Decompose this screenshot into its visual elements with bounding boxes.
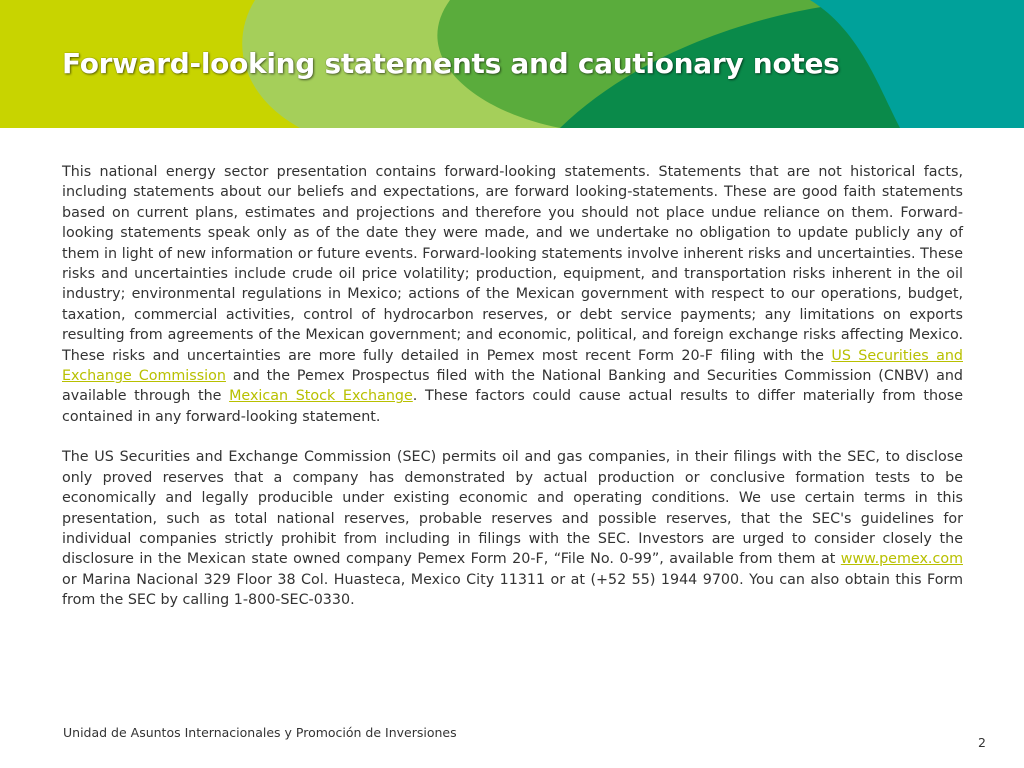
pemex-website-link[interactable]: www.pemex.com	[840, 551, 963, 568]
disclaimer-text	[62, 162, 963, 631]
paragraph-sec-reserves	[62, 447, 963, 610]
paragraph-text: The US Securities and Exchange Commission (SEC) permits oil and gas companies, in their filings with the SEC, to disclose only proved reserves that a company has demonstrated by actual production or conclusive formation tests to be economically and legally producible under existing economic and operating conditions. We use certain terms in this presentation, such as total national reserves, probable reserves and possible reserves, that the SEC's guidelines for individual companies strictly prohibit from including in filings with the SEC. Investors are urged to consider closely the disclosure in the Mexican state owned company Pemex Form 20-F, “File No. 0-99”, available from them at	[62, 449, 963, 568]
paragraph-text: This national energy sector presentation contains forward-looking statements. Statements that are not historical facts, including statements about our beliefs and expectations, are forward looking-statements. These are good faith statements based on current plans, estimates and projections and therefore you should not place undue reliance on them. Forward-looking statements speak only as of the date they were made, and we undertake no obligation to update publicly any of them in light of new information or future events. Forward-looking statements involve inherent risks and uncertainties. These risks and uncertainties include crude oil price volatility; production, equipment, and transportation risks inherent in the oil industry; environmental regulations in Mexico; actions of the Mexican government with respect to our operations, budget, taxation, commercial activities, control of hydrocarbon reserves, or debt service payments; any limitations on exports resulting from agreements of the Mexican government; and economic, political, and foreign exchange risks affecting Mexico. These risks and uncertainties are more fully detailed in Pemex most recent Form 20-F filing with the	[62, 164, 963, 364]
footer-organization: Unidad de Asuntos Internacionales y Promoción de Inversiones	[63, 725, 457, 740]
paragraph-text: and the Pemex Prospectus filed with the National Banking and Securities Commission (CNBV) and available through the	[62, 368, 964, 405]
paragraph-forward-looking	[62, 162, 963, 427]
header-banner	[0, 0, 1024, 128]
sec-link[interactable]: US Securities and Exchange Commission	[62, 347, 963, 385]
page-title: Forward-looking statements and cautionary notes	[62, 47, 840, 80]
page-number: 2	[978, 735, 986, 750]
paragraph-text: . These factors could cause actual results to differ materially from those contained in any forward-looking statement.	[62, 388, 963, 425]
paragraph-text: or Marina Nacional 329 Floor 38 Col. Huasteca, Mexico City 11311 or at (+52 55) 1944 9700. You can also obtain this Form from the SEC by calling 1-800-SEC-0330.	[62, 571, 963, 609]
mexican-stock-exchange-link[interactable]: Mexican Stock Exchange	[229, 388, 413, 405]
